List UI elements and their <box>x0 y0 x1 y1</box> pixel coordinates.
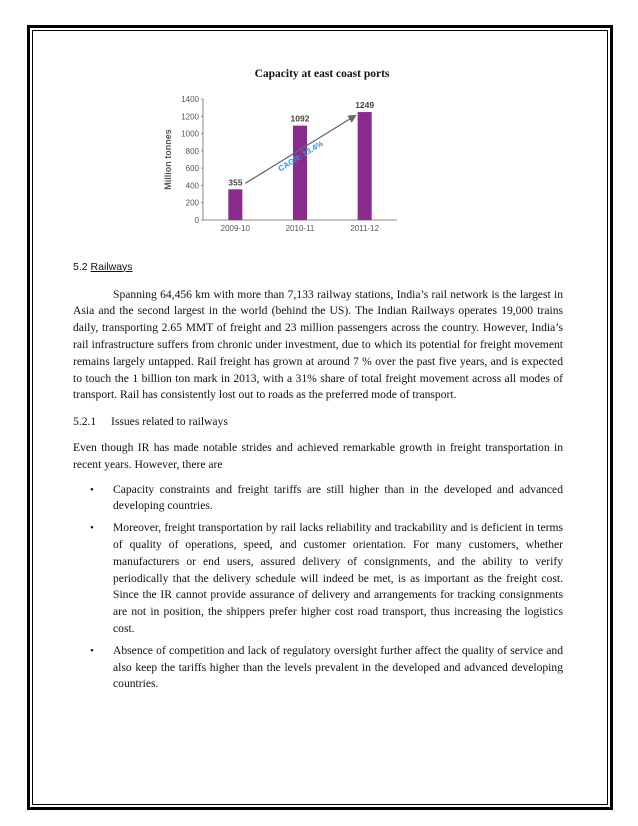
section-title: Railways <box>90 260 133 273</box>
y-tick-label: 600 <box>185 163 199 173</box>
bullet-icon: • <box>90 644 94 657</box>
y-tick-labels <box>181 95 203 225</box>
list-item <box>90 520 563 638</box>
y-tick-label: 800 <box>185 146 199 156</box>
list-item-text: Absence of competition and lack of regulatory oversight further affect the quality of service and also keep the tariffs higher than the levels prevalent in the developed and advanced developing countries. <box>113 643 563 691</box>
bullet-icon: • <box>90 483 94 496</box>
y-axis-label: Million tonnes <box>163 129 173 190</box>
x-tick-labels <box>221 224 380 233</box>
list-item <box>90 643 563 693</box>
bar-chart <box>161 91 401 241</box>
bar <box>228 189 242 220</box>
data-label: 1249 <box>355 99 375 110</box>
y-tick-label: 1400 <box>181 94 199 104</box>
subsection-number: 5.2.1 <box>73 415 97 429</box>
issues-list <box>73 482 563 694</box>
bar <box>358 112 372 220</box>
bullet-icon: • <box>90 522 94 535</box>
y-tick-label: 1200 <box>181 112 199 122</box>
cagr-annotation: CAGR: 13.4% <box>276 138 325 174</box>
x-tick-label: 2010-11 <box>285 223 315 233</box>
list-item <box>90 482 563 516</box>
data-label: 1092 <box>290 113 310 124</box>
subsection-heading <box>73 414 563 431</box>
subsection-title: Issues related to railways <box>111 415 228 429</box>
paragraph-railways: Spanning 64,456 km with more than 7,133 railway stations, India’s rail network is the largest in Asia and the second largest in the world (behind the US). The Indian Railways operates 19,000 trains daily, transporting 2.65 MMT of freight and 23 million passengers across the country. However, India’s rail infrastructure suffers from chronic under investment, due to which its potential for freight movement remains largely untapped. Rail freight has grown at around 7 % over the past five years, and is expected to touch the 1 billion ton mark in 2013, with a 31% share of total freight movement across all modes of transport. Rail has consistently lost out to roads as the preferred mode of transport. <box>73 287 563 402</box>
list-item-text: Moreover, freight transportation by rail lacks reliability and trackability and is deficient in terms of quality of operations, speed, and customer orientation. For many customers, whether manufacturers or end users, assured delivery of consignments, and the ability to verify periodically that the delivery schedule will indeed be met, is as important as the freight cost. Since the IR cannot provide assurance of delivery and arrangements for tracking consignments are not in position, the shippers prefer higher cost road transport, thus increasing the logistics cost. <box>113 521 563 635</box>
x-tick-label: 2009-10 <box>220 223 251 233</box>
y-tick-label: 400 <box>185 181 199 191</box>
section-number: 5.2 <box>73 260 88 273</box>
chart-container <box>73 91 563 241</box>
bars-group <box>228 112 371 220</box>
y-tick-label: 0 <box>194 215 199 225</box>
bar <box>293 125 307 219</box>
list-item-text: Capacity constraints and freight tariffs are still higher than in the developed and advanced developing countries. <box>113 482 563 513</box>
chart-title: Capacity at east coast ports <box>254 68 390 80</box>
data-label: 355 <box>228 177 243 188</box>
document-body <box>73 66 563 698</box>
x-tick-label: 2011-12 <box>350 223 380 233</box>
y-tick-label: 1000 <box>181 129 199 139</box>
section-heading <box>73 259 563 276</box>
y-tick-label: 200 <box>185 198 199 208</box>
paragraph-issues: Even though IR has made notable strides and achieved remarkable growth in freight transportation in recent years. However, there are <box>73 440 563 471</box>
